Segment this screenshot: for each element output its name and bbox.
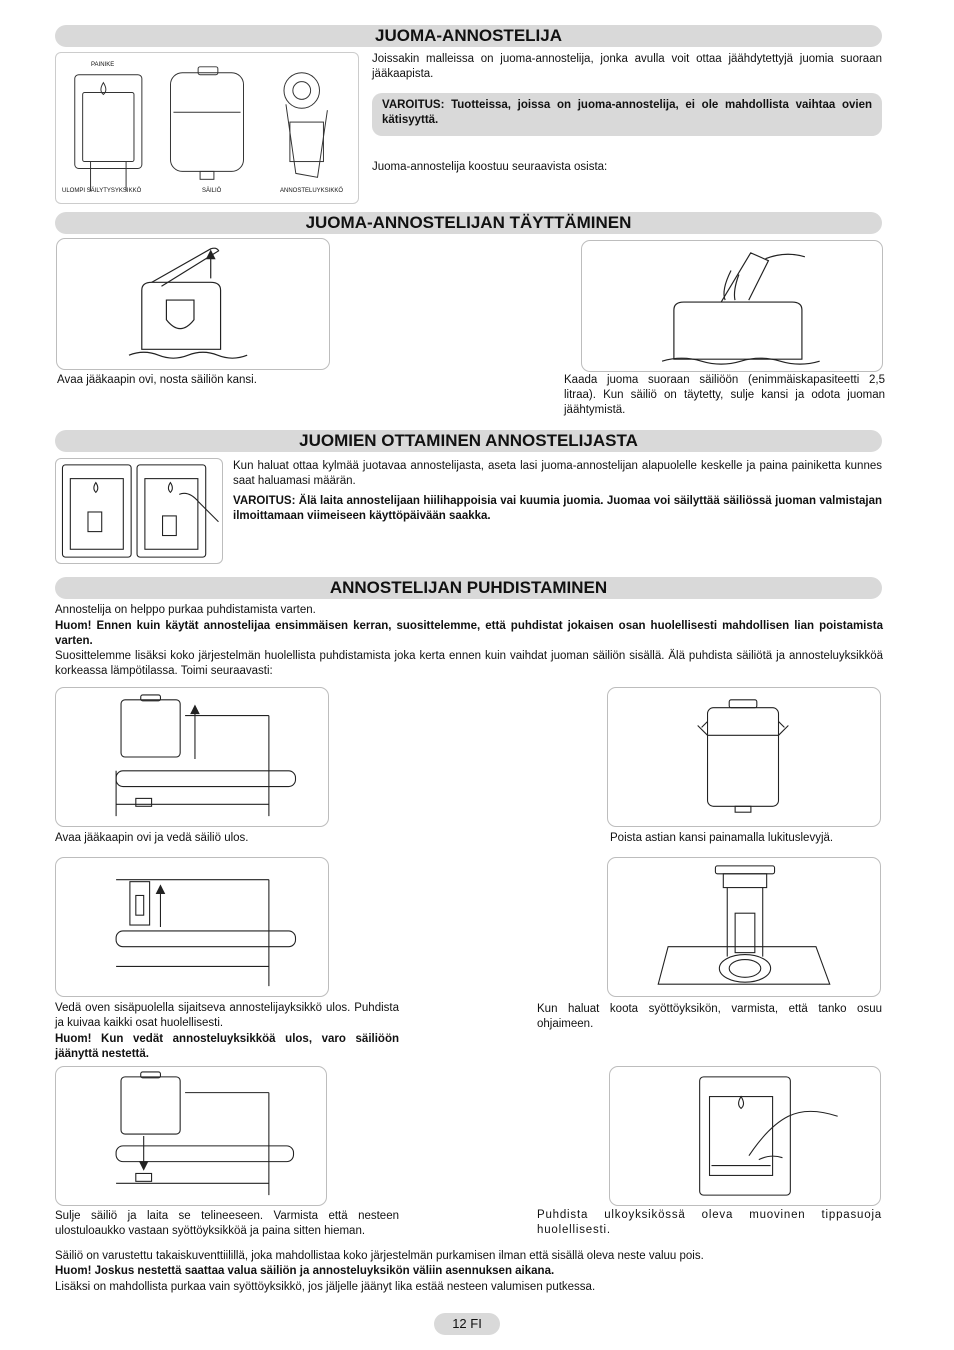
cleaning-p3: Suosittelemme lisäksi koko järjestelmän huolellista puhdistamista joka kerta ennen kuin vaihdat juoman säiliön sisällä. Älä puhdista säiliötä ja annosteluyksikköä korkeassa lämpötilassa. Toimi seuraavasti:	[55, 650, 883, 677]
caption-pull-dispenser-note: Huom! Kun vedät annosteluyksikköä ulos, varo säiliöön jäänyttä nestettä.	[55, 1033, 399, 1060]
figure-pull-dispenser	[55, 857, 329, 997]
caption-clean-drip-tray: Puhdista ulkoyksikössä oleva muovinen tippasuoja huolellisesti.	[537, 1209, 882, 1236]
pour-drink-drawing	[582, 241, 882, 371]
figure-insert-tank	[55, 1066, 327, 1206]
parts-illustration	[55, 52, 359, 204]
figure-take-drink	[55, 458, 223, 564]
caption-assemble-feed: Kun haluat koota syöttöyksikön, varmista, että tanko osuu ohjaimeen.	[537, 1003, 882, 1030]
assemble-feed-drawing	[608, 858, 880, 996]
caption-pull-tank: Avaa jääkaapin ovi ja vedä säiliö ulos.	[55, 832, 249, 844]
figure-pour-drink	[581, 240, 883, 372]
figure-remove-lid	[607, 687, 881, 827]
dispenser-parts-drawing	[56, 53, 358, 203]
take-drink-drawing	[56, 459, 222, 563]
caption-open-lid: Avaa jääkaapin ovi, nosta säiliön kansi.	[57, 374, 257, 386]
figure-pull-tank	[55, 687, 329, 827]
label-outer-unit: ULOMPI SÄILYTYSYKSIKKÖ	[62, 188, 142, 194]
caption-remove-lid: Poista astian kansi painamalla lukituslevyjä.	[610, 832, 834, 844]
cleaning-p1: Annostelija on helppo purkaa puhdistamista varten.	[55, 604, 316, 616]
intro-text: Joissakin malleissa on juoma-annostelija, jonka avulla voit ottaa jäähdytettyjä juomia suoraan jääkaapista.	[372, 53, 882, 80]
open-lid-drawing	[57, 239, 329, 369]
figure-clean-drip-tray	[609, 1066, 881, 1206]
pull-tank-drawing	[56, 688, 328, 826]
figure-assemble-feed	[607, 857, 881, 997]
label-dispenser-unit: ANNOSTELUYKSIKKÖ	[280, 188, 344, 194]
taking-text: Kun haluat ottaa kylmää juotavaa annostelijasta, aseta lasi juoma-annostelijan alapuolelle keskelle ja paina painiketta kunnes saat haluamasi määrän.	[233, 460, 882, 487]
clean-drip-tray-drawing	[610, 1067, 880, 1205]
caption-insert-tank: Sulje säiliö ja laita se telineeseen. Varmista että nesteen ulostuloaukko vastaan syöttöyksikköä ja paina sitten hieman.	[55, 1210, 399, 1237]
caption-pour-drink: Kaada juoma suoraan säiliöön (enimmäiskapasiteetti 2,5 litraa). Kun säiliö on täytetty, sulje kansi ja odota juoman jäähtymistä.	[564, 374, 885, 416]
label-button: PAINIKE	[91, 62, 115, 68]
caption-pull-dispenser: Vedä oven sisäpuolella sijaitseva annostelijayksikkö ulos. Puhdista ja kuivaa kaikki osat huolellisesti.	[55, 1002, 399, 1029]
footer-p1: Säiliö on varustettu takaiskuventtiilillä, joka mahdollistaa koko järjestelmän purkamisen ilman että sisällä oleva neste valuu pois.	[55, 1250, 704, 1262]
pull-dispenser-drawing	[56, 858, 328, 996]
intro-warning: VAROITUS: Tuotteissa, joissa on juoma-annostelija, ei ole mahdollista vaihtaa ovien kätisyyttä.	[372, 93, 882, 136]
taking-warning: VAROITUS: Älä laita annostelijaan hiilihappoisia vai kuumia juomia. Juomaa voi säilyttää säiliössä juoman valmistajan ilmoittamaan viimeiseen käyttöpäivään saakka.	[233, 495, 882, 522]
figure-open-lid	[56, 238, 330, 370]
parts-intro: Juoma-annostelija koostuu seuraavista osista:	[372, 161, 608, 173]
section-title-cleaning: ANNOSTELIJAN PUHDISTAMINEN	[55, 577, 882, 599]
label-tank: SÄILIÖ	[202, 188, 222, 194]
footer-p2: Huom! Joskus nestettä saattaa valua säiliön ja annosteluyksikön väliin asennuksen aikana.	[55, 1265, 555, 1277]
section-title-taking: JUOMIEN OTTAMINEN ANNOSTELIJASTA	[55, 430, 882, 452]
footer-p3: Lisäksi on mahdollista purkaa vain syöttöyksikkö, jos jäljelle jäänyt lika estää nesteen valumisen putkessa.	[55, 1281, 596, 1293]
section-title-filling: JUOMA-ANNOSTELIJAN TÄYTTÄMINEN	[55, 212, 882, 234]
page-number: 12 FI	[434, 1313, 500, 1335]
cleaning-p2: Huom! Ennen kuin käytät annostelijaa ensimmäisen kerran, suosittelemme, että puhdistat jokaisen osan huolellisesti mahdollisen lian poistamista varten.	[55, 620, 883, 647]
section-title-dispenser: JUOMA-ANNOSTELIJA	[55, 25, 882, 47]
remove-lid-drawing	[608, 688, 880, 826]
insert-tank-drawing	[56, 1067, 326, 1205]
